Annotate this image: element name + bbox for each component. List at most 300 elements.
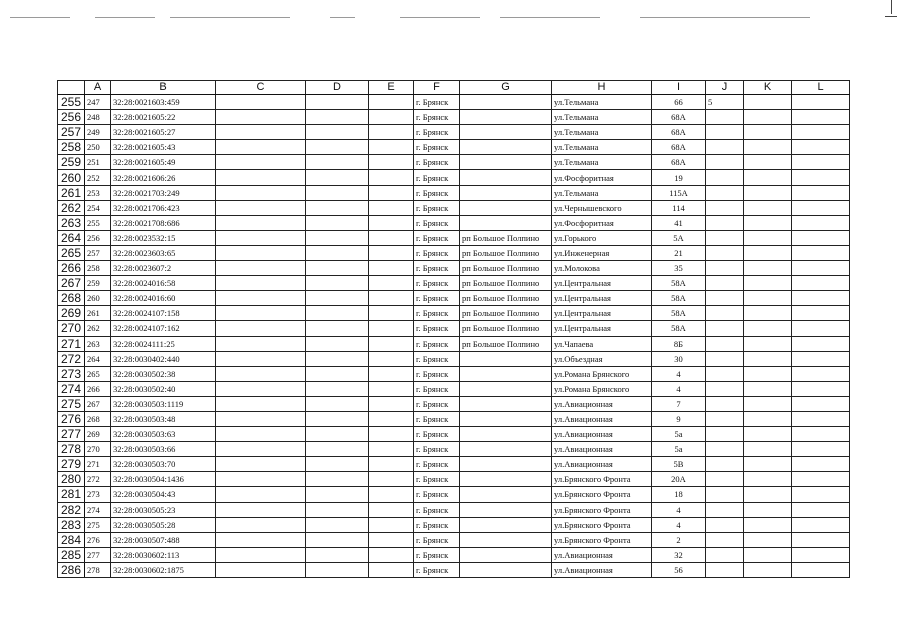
cell-l[interactable] xyxy=(792,125,850,140)
cell-k[interactable] xyxy=(744,230,792,245)
cell-b[interactable]: 32:28:0021605:43 xyxy=(111,140,216,155)
cell-c[interactable] xyxy=(216,276,306,291)
cell-e[interactable] xyxy=(369,261,414,276)
cell-j[interactable] xyxy=(706,427,744,442)
cell-e[interactable] xyxy=(369,381,414,396)
cell-f[interactable]: г. Брянск xyxy=(414,487,460,502)
cell-a[interactable]: 267 xyxy=(85,396,111,411)
cell-g[interactable] xyxy=(460,185,552,200)
cell-j[interactable] xyxy=(706,321,744,336)
cell-l[interactable] xyxy=(792,547,850,562)
cell-f[interactable]: г. Брянск xyxy=(414,396,460,411)
row-number[interactable]: 273 xyxy=(58,366,85,381)
row-number[interactable]: 274 xyxy=(58,381,85,396)
cell-g[interactable]: рп Большое Полпино xyxy=(460,261,552,276)
column-header-j[interactable]: J xyxy=(706,81,744,95)
cell-a[interactable]: 278 xyxy=(85,562,111,577)
cell-j[interactable] xyxy=(706,155,744,170)
cell-b[interactable]: 32:28:0021605:49 xyxy=(111,155,216,170)
cell-d[interactable] xyxy=(306,547,369,562)
cell-i[interactable]: 68А xyxy=(652,140,706,155)
cell-d[interactable] xyxy=(306,442,369,457)
cell-g[interactable] xyxy=(460,517,552,532)
cell-b[interactable]: 32:28:0021605:22 xyxy=(111,110,216,125)
cell-a[interactable]: 251 xyxy=(85,155,111,170)
cell-l[interactable] xyxy=(792,351,850,366)
cell-c[interactable] xyxy=(216,110,306,125)
cell-d[interactable] xyxy=(306,155,369,170)
cell-l[interactable] xyxy=(792,457,850,472)
cell-c[interactable] xyxy=(216,170,306,185)
cell-d[interactable] xyxy=(306,427,369,442)
cell-h[interactable]: ул.Объездная xyxy=(552,351,652,366)
cell-i[interactable]: 68А xyxy=(652,110,706,125)
cell-l[interactable] xyxy=(792,396,850,411)
cell-d[interactable] xyxy=(306,140,369,155)
cell-b[interactable]: 32:28:0024016:60 xyxy=(111,291,216,306)
cell-j[interactable] xyxy=(706,396,744,411)
cell-b[interactable]: 32:28:0030503:48 xyxy=(111,411,216,426)
cell-a[interactable]: 265 xyxy=(85,366,111,381)
cell-l[interactable] xyxy=(792,562,850,577)
cell-g[interactable] xyxy=(460,170,552,185)
cell-k[interactable] xyxy=(744,381,792,396)
cell-f[interactable]: г. Брянск xyxy=(414,125,460,140)
cell-h[interactable]: ул.Авиационная xyxy=(552,547,652,562)
cell-j[interactable] xyxy=(706,562,744,577)
row-number[interactable]: 262 xyxy=(58,200,85,215)
cell-d[interactable] xyxy=(306,230,369,245)
cell-k[interactable] xyxy=(744,442,792,457)
cell-i[interactable]: 2 xyxy=(652,532,706,547)
cell-h[interactable]: ул.Чапаева xyxy=(552,336,652,351)
cell-j[interactable] xyxy=(706,411,744,426)
cell-j[interactable] xyxy=(706,502,744,517)
cell-c[interactable] xyxy=(216,457,306,472)
cell-c[interactable] xyxy=(216,321,306,336)
cell-i[interactable]: 4 xyxy=(652,517,706,532)
cell-j[interactable] xyxy=(706,547,744,562)
cell-e[interactable] xyxy=(369,532,414,547)
cell-a[interactable]: 259 xyxy=(85,276,111,291)
row-number[interactable]: 261 xyxy=(58,185,85,200)
cell-k[interactable] xyxy=(744,562,792,577)
cell-e[interactable] xyxy=(369,276,414,291)
row-number[interactable]: 257 xyxy=(58,125,85,140)
cell-j[interactable] xyxy=(706,351,744,366)
cell-h[interactable]: ул.Авиационная xyxy=(552,411,652,426)
cell-d[interactable] xyxy=(306,532,369,547)
cell-h[interactable]: ул.Романа Брянского xyxy=(552,366,652,381)
cell-b[interactable]: 32:28:0030507:488 xyxy=(111,532,216,547)
cell-a[interactable]: 250 xyxy=(85,140,111,155)
cell-j[interactable] xyxy=(706,306,744,321)
cell-a[interactable]: 247 xyxy=(85,95,111,110)
column-header-k[interactable]: K xyxy=(744,81,792,95)
cell-e[interactable] xyxy=(369,125,414,140)
row-number[interactable]: 277 xyxy=(58,427,85,442)
cell-e[interactable] xyxy=(369,562,414,577)
cell-f[interactable]: г. Брянск xyxy=(414,381,460,396)
cell-i[interactable]: 5А xyxy=(652,230,706,245)
cell-k[interactable] xyxy=(744,245,792,260)
cell-c[interactable] xyxy=(216,95,306,110)
cell-a[interactable]: 264 xyxy=(85,351,111,366)
cell-j[interactable] xyxy=(706,336,744,351)
cell-b[interactable]: 32:28:0023607:2 xyxy=(111,261,216,276)
cell-i[interactable]: 5а xyxy=(652,442,706,457)
cell-l[interactable] xyxy=(792,532,850,547)
cell-g[interactable] xyxy=(460,140,552,155)
cell-e[interactable] xyxy=(369,427,414,442)
row-number[interactable]: 280 xyxy=(58,472,85,487)
cell-f[interactable]: г. Брянск xyxy=(414,366,460,381)
cell-g[interactable]: рп Большое Полпино xyxy=(460,336,552,351)
cell-h[interactable]: ул.Фосфоритная xyxy=(552,170,652,185)
cell-i[interactable]: 20А xyxy=(652,472,706,487)
cell-a[interactable]: 249 xyxy=(85,125,111,140)
cell-k[interactable] xyxy=(744,547,792,562)
cell-e[interactable] xyxy=(369,396,414,411)
cell-h[interactable]: ул.Тельмана xyxy=(552,140,652,155)
cell-a[interactable]: 277 xyxy=(85,547,111,562)
cell-l[interactable] xyxy=(792,487,850,502)
cell-b[interactable]: 32:28:0030503:70 xyxy=(111,457,216,472)
cell-a[interactable]: 271 xyxy=(85,457,111,472)
cell-c[interactable] xyxy=(216,215,306,230)
cell-d[interactable] xyxy=(306,502,369,517)
cell-b[interactable]: 32:28:0024107:158 xyxy=(111,306,216,321)
cell-g[interactable] xyxy=(460,547,552,562)
cell-c[interactable] xyxy=(216,351,306,366)
cell-k[interactable] xyxy=(744,125,792,140)
row-number[interactable]: 272 xyxy=(58,351,85,366)
cell-l[interactable] xyxy=(792,155,850,170)
cell-a[interactable]: 270 xyxy=(85,442,111,457)
cell-a[interactable]: 275 xyxy=(85,517,111,532)
cell-c[interactable] xyxy=(216,547,306,562)
cell-l[interactable] xyxy=(792,276,850,291)
cell-f[interactable]: г. Брянск xyxy=(414,517,460,532)
cell-k[interactable] xyxy=(744,502,792,517)
cell-f[interactable]: г. Брянск xyxy=(414,427,460,442)
cell-f[interactable]: г. Брянск xyxy=(414,215,460,230)
cell-k[interactable] xyxy=(744,95,792,110)
cell-j[interactable] xyxy=(706,517,744,532)
cell-a[interactable]: 274 xyxy=(85,502,111,517)
cell-f[interactable]: г. Брянск xyxy=(414,200,460,215)
cell-b[interactable]: 32:28:0030504:43 xyxy=(111,487,216,502)
cell-j[interactable] xyxy=(706,140,744,155)
cell-l[interactable] xyxy=(792,200,850,215)
row-number[interactable]: 283 xyxy=(58,517,85,532)
cell-h[interactable]: ул.Брянского Фронта xyxy=(552,517,652,532)
cell-b[interactable]: 32:28:0030504:1436 xyxy=(111,472,216,487)
cell-l[interactable] xyxy=(792,381,850,396)
cell-i[interactable]: 66 xyxy=(652,95,706,110)
row-number[interactable]: 284 xyxy=(58,532,85,547)
cell-l[interactable] xyxy=(792,185,850,200)
cell-c[interactable] xyxy=(216,230,306,245)
cell-g[interactable]: рп Большое Полпино xyxy=(460,306,552,321)
cell-d[interactable] xyxy=(306,472,369,487)
row-number[interactable]: 268 xyxy=(58,291,85,306)
cell-d[interactable] xyxy=(306,411,369,426)
cell-f[interactable]: г. Брянск xyxy=(414,95,460,110)
cell-f[interactable]: г. Брянск xyxy=(414,276,460,291)
cell-f[interactable]: г. Брянск xyxy=(414,185,460,200)
cell-c[interactable] xyxy=(216,381,306,396)
corner-header-cell[interactable] xyxy=(58,81,85,95)
cell-j[interactable] xyxy=(706,442,744,457)
cell-f[interactable]: г. Брянск xyxy=(414,230,460,245)
cell-a[interactable]: 272 xyxy=(85,472,111,487)
cell-b[interactable]: 32:28:0021605:27 xyxy=(111,125,216,140)
cell-c[interactable] xyxy=(216,411,306,426)
cell-f[interactable]: г. Брянск xyxy=(414,562,460,577)
cell-d[interactable] xyxy=(306,276,369,291)
cell-a[interactable]: 263 xyxy=(85,336,111,351)
cell-f[interactable]: г. Брянск xyxy=(414,547,460,562)
cell-c[interactable] xyxy=(216,532,306,547)
cell-j[interactable] xyxy=(706,532,744,547)
cell-i[interactable]: 19 xyxy=(652,170,706,185)
cell-b[interactable]: 32:28:0030502:40 xyxy=(111,381,216,396)
cell-h[interactable]: ул.Романа Брянского xyxy=(552,381,652,396)
cell-b[interactable]: 32:28:0021706:423 xyxy=(111,200,216,215)
cell-i[interactable]: 68А xyxy=(652,155,706,170)
cell-k[interactable] xyxy=(744,215,792,230)
cell-i[interactable]: 56 xyxy=(652,562,706,577)
cell-g[interactable] xyxy=(460,381,552,396)
cell-g[interactable] xyxy=(460,215,552,230)
row-number[interactable]: 269 xyxy=(58,306,85,321)
cell-f[interactable]: г. Брянск xyxy=(414,457,460,472)
cell-j[interactable] xyxy=(706,170,744,185)
cell-l[interactable] xyxy=(792,140,850,155)
cell-a[interactable]: 266 xyxy=(85,381,111,396)
cell-c[interactable] xyxy=(216,562,306,577)
cell-k[interactable] xyxy=(744,140,792,155)
cell-f[interactable]: г. Брянск xyxy=(414,351,460,366)
column-header-e[interactable]: E xyxy=(369,81,414,95)
cell-b[interactable]: 32:28:0021708:686 xyxy=(111,215,216,230)
cell-c[interactable] xyxy=(216,336,306,351)
cell-i[interactable]: 115А xyxy=(652,185,706,200)
cell-j[interactable] xyxy=(706,230,744,245)
cell-c[interactable] xyxy=(216,185,306,200)
cell-g[interactable] xyxy=(460,411,552,426)
cell-c[interactable] xyxy=(216,261,306,276)
cell-j[interactable] xyxy=(706,366,744,381)
cell-a[interactable]: 258 xyxy=(85,261,111,276)
cell-g[interactable] xyxy=(460,487,552,502)
cell-g[interactable] xyxy=(460,200,552,215)
cell-d[interactable] xyxy=(306,110,369,125)
cell-l[interactable] xyxy=(792,110,850,125)
cell-c[interactable] xyxy=(216,396,306,411)
row-number[interactable]: 260 xyxy=(58,170,85,185)
cell-k[interactable] xyxy=(744,261,792,276)
cell-i[interactable]: 30 xyxy=(652,351,706,366)
cell-h[interactable]: ул.Молокова xyxy=(552,261,652,276)
cell-g[interactable] xyxy=(460,125,552,140)
cell-k[interactable] xyxy=(744,336,792,351)
cell-i[interactable]: 21 xyxy=(652,245,706,260)
cell-k[interactable] xyxy=(744,170,792,185)
cell-i[interactable]: 58А xyxy=(652,306,706,321)
cell-d[interactable] xyxy=(306,517,369,532)
cell-f[interactable]: г. Брянск xyxy=(414,502,460,517)
cell-h[interactable]: ул.Центральная xyxy=(552,321,652,336)
cell-g[interactable] xyxy=(460,427,552,442)
row-number[interactable]: 259 xyxy=(58,155,85,170)
row-number[interactable]: 258 xyxy=(58,140,85,155)
cell-e[interactable] xyxy=(369,487,414,502)
cell-j[interactable] xyxy=(706,185,744,200)
cell-e[interactable] xyxy=(369,110,414,125)
cell-e[interactable] xyxy=(369,200,414,215)
cell-l[interactable] xyxy=(792,170,850,185)
cell-a[interactable]: 255 xyxy=(85,215,111,230)
cell-h[interactable]: ул.Тельмана xyxy=(552,155,652,170)
cell-a[interactable]: 252 xyxy=(85,170,111,185)
cell-l[interactable] xyxy=(792,95,850,110)
cell-b[interactable]: 32:28:0030505:28 xyxy=(111,517,216,532)
cell-a[interactable]: 253 xyxy=(85,185,111,200)
cell-e[interactable] xyxy=(369,472,414,487)
cell-f[interactable]: г. Брянск xyxy=(414,261,460,276)
cell-e[interactable] xyxy=(369,411,414,426)
cell-h[interactable]: ул.Тельмана xyxy=(552,110,652,125)
cell-a[interactable]: 248 xyxy=(85,110,111,125)
cell-e[interactable] xyxy=(369,351,414,366)
cell-k[interactable] xyxy=(744,351,792,366)
cell-j[interactable] xyxy=(706,291,744,306)
cell-e[interactable] xyxy=(369,366,414,381)
cell-b[interactable]: 32:28:0023603:65 xyxy=(111,245,216,260)
cell-j[interactable] xyxy=(706,245,744,260)
cell-d[interactable] xyxy=(306,200,369,215)
cell-b[interactable]: 32:28:0021603:459 xyxy=(111,95,216,110)
cell-a[interactable]: 256 xyxy=(85,230,111,245)
cell-b[interactable]: 32:28:0030503:63 xyxy=(111,427,216,442)
cell-j[interactable] xyxy=(706,261,744,276)
cell-k[interactable] xyxy=(744,291,792,306)
cell-b[interactable]: 32:28:0030505:23 xyxy=(111,502,216,517)
cell-d[interactable] xyxy=(306,562,369,577)
column-header-b[interactable]: B xyxy=(111,81,216,95)
row-number[interactable]: 271 xyxy=(58,336,85,351)
cell-l[interactable] xyxy=(792,427,850,442)
cell-k[interactable] xyxy=(744,200,792,215)
cell-i[interactable]: 8Б xyxy=(652,336,706,351)
column-header-h[interactable]: H xyxy=(552,81,652,95)
cell-b[interactable]: 32:28:0023532:15 xyxy=(111,230,216,245)
column-header-l[interactable]: L xyxy=(792,81,850,95)
cell-k[interactable] xyxy=(744,427,792,442)
row-number[interactable]: 264 xyxy=(58,230,85,245)
cell-e[interactable] xyxy=(369,155,414,170)
column-header-f[interactable]: F xyxy=(414,81,460,95)
cell-f[interactable]: г. Брянск xyxy=(414,155,460,170)
cell-d[interactable] xyxy=(306,336,369,351)
cell-a[interactable]: 273 xyxy=(85,487,111,502)
cell-c[interactable] xyxy=(216,291,306,306)
cell-h[interactable]: ул.Авиационная xyxy=(552,457,652,472)
cell-d[interactable] xyxy=(306,245,369,260)
cell-g[interactable] xyxy=(460,442,552,457)
cell-h[interactable]: ул.Горького xyxy=(552,230,652,245)
cell-k[interactable] xyxy=(744,472,792,487)
cell-e[interactable] xyxy=(369,457,414,472)
cell-b[interactable]: 32:28:0030402:440 xyxy=(111,351,216,366)
cell-i[interactable]: 41 xyxy=(652,215,706,230)
cell-k[interactable] xyxy=(744,532,792,547)
cell-c[interactable] xyxy=(216,245,306,260)
cell-g[interactable] xyxy=(460,110,552,125)
cell-d[interactable] xyxy=(306,381,369,396)
row-number[interactable]: 285 xyxy=(58,547,85,562)
cell-f[interactable]: г. Брянск xyxy=(414,532,460,547)
cell-i[interactable]: 18 xyxy=(652,487,706,502)
cell-b[interactable]: 32:28:0024111:25 xyxy=(111,336,216,351)
cell-d[interactable] xyxy=(306,185,369,200)
cell-c[interactable] xyxy=(216,366,306,381)
cell-b[interactable]: 32:28:0021703:249 xyxy=(111,185,216,200)
cell-d[interactable] xyxy=(306,321,369,336)
cell-e[interactable] xyxy=(369,321,414,336)
cell-i[interactable]: 68А xyxy=(652,125,706,140)
cell-g[interactable] xyxy=(460,366,552,381)
cell-f[interactable]: г. Брянск xyxy=(414,336,460,351)
cell-j[interactable] xyxy=(706,215,744,230)
column-header-a[interactable]: A xyxy=(85,81,111,95)
row-number[interactable]: 270 xyxy=(58,321,85,336)
cell-h[interactable]: ул.Инженерная xyxy=(552,245,652,260)
cell-d[interactable] xyxy=(306,125,369,140)
cell-e[interactable] xyxy=(369,306,414,321)
cell-h[interactable]: ул.Фосфоритная xyxy=(552,215,652,230)
cell-d[interactable] xyxy=(306,291,369,306)
cell-g[interactable] xyxy=(460,95,552,110)
cell-e[interactable] xyxy=(369,245,414,260)
cell-d[interactable] xyxy=(306,306,369,321)
row-number[interactable]: 263 xyxy=(58,215,85,230)
cell-l[interactable] xyxy=(792,230,850,245)
cell-j[interactable] xyxy=(706,381,744,396)
cell-j[interactable] xyxy=(706,276,744,291)
row-number[interactable]: 256 xyxy=(58,110,85,125)
cell-b[interactable]: 32:28:0030503:66 xyxy=(111,442,216,457)
cell-j[interactable]: 5 xyxy=(706,95,744,110)
cell-h[interactable]: ул.Центральная xyxy=(552,306,652,321)
cell-c[interactable] xyxy=(216,427,306,442)
cell-c[interactable] xyxy=(216,517,306,532)
cell-h[interactable]: ул.Центральная xyxy=(552,291,652,306)
row-number[interactable]: 255 xyxy=(58,95,85,110)
cell-k[interactable] xyxy=(744,517,792,532)
cell-d[interactable] xyxy=(306,170,369,185)
cell-d[interactable] xyxy=(306,396,369,411)
cell-e[interactable] xyxy=(369,291,414,306)
cell-g[interactable]: рп Большое Полпино xyxy=(460,291,552,306)
cell-e[interactable] xyxy=(369,170,414,185)
cell-g[interactable] xyxy=(460,562,552,577)
cell-d[interactable] xyxy=(306,487,369,502)
cell-b[interactable]: 32:28:0021606:26 xyxy=(111,170,216,185)
row-number[interactable]: 286 xyxy=(58,562,85,577)
